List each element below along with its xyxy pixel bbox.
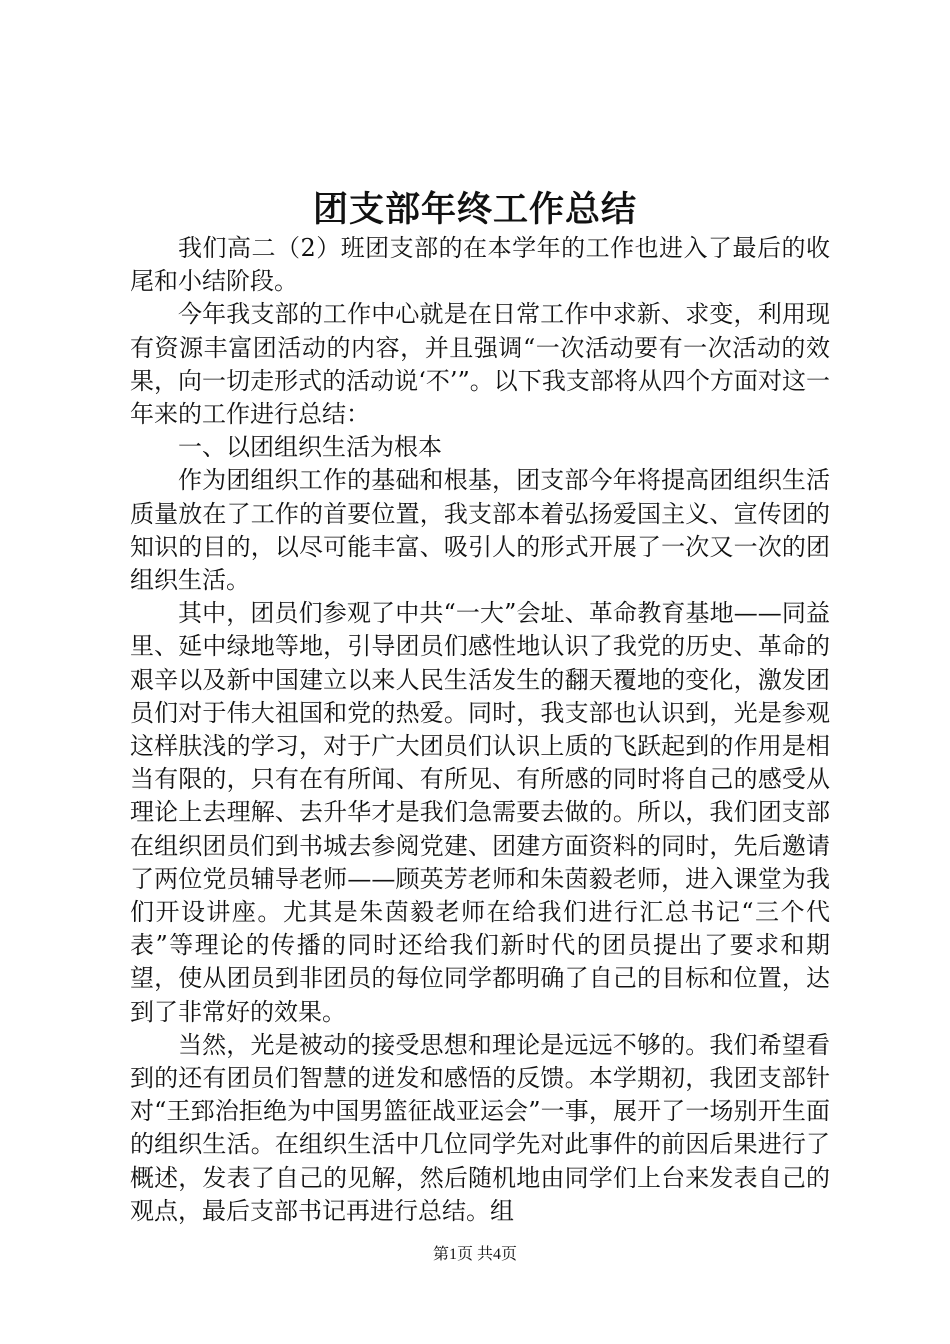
- paragraph-work-focus: 今年我支部的工作中心就是在日常工作中求新、求变，利用现有资源丰富团活动的内容，并且强调“一次活动要有一次活动的效果，向一切走形式的活动说‘不’”。以下我支部将从四个方面对这一年来的工作进行总结：: [130, 300, 830, 429]
- paragraph-feedback: 当然，光是被动的接受思想和理论是远远不够的。我们希望看到的还有团员们智慧的迸发和感悟的反馈。本学期初，我团支部针对“王郅治拒绝为中国男篮征战亚运会”一事，展开了一场别开生面的组织生活。在组织生活中几位同学先对此事件的前因后果进行了概述，发表了自己的见解，然后随机地由同学们上台来发表自己的观点，最后支部书记再进行总结。组: [130, 1030, 830, 1225]
- paragraph-foundation: 作为团组织工作的基础和根基，团支部今年将提高团组织生活质量放在了工作的首要位置，我支部本着弘扬爱国主义、宣传团的知识的目的，以尽可能丰富、吸引人的形式开展了一次又一次的团组织生活。: [130, 466, 830, 595]
- section-heading-1: 一、以团组织生活为根本: [178, 433, 442, 462]
- page-footer: 第1页 共4页: [432, 1246, 517, 1263]
- paragraph-intro: 我们高二（2）班团支部的在本学年的工作也进入了最后的收尾和小结阶段。: [130, 234, 830, 296]
- paragraph-visits: 其中，团员们参观了中共“一大”会址、革命教育基地——同益里、延中绿地等地，引导团员们感性地认识了我党的历史、革命的艰辛以及新中国建立以来人民生活发生的翻天覆地的变化，激发团员们对于伟大祖国和党的热爱。同时，我支部也认识到，光是参观这样肤浅的学习，对于广大团员们认识上质的飞跃起到的作用是相当有限的，只有在有所闻、有所见、有所感的同时将自己的感受从理论上去理解、去升华才是我们急需要去做的。所以，我们团支部在组织团员们到书城去参阅党建、团建方面资料的同时，先后邀请了两位党员辅导老师——顾英芳老师和朱茵毅老师，进入课堂为我们开设讲座。尤其是朱茵毅老师在给我们进行汇总书记“三个代表”等理论的传播的同时还给我们新时代的团员提出了要求和期望，使从团员到非团员的每位同学都明确了自己的目标和位置，达到了非常好的效果。: [130, 599, 830, 1026]
- document-body: [130, 232, 830, 1228]
- document-title: 团支部年终工作总结: [312, 189, 637, 230]
